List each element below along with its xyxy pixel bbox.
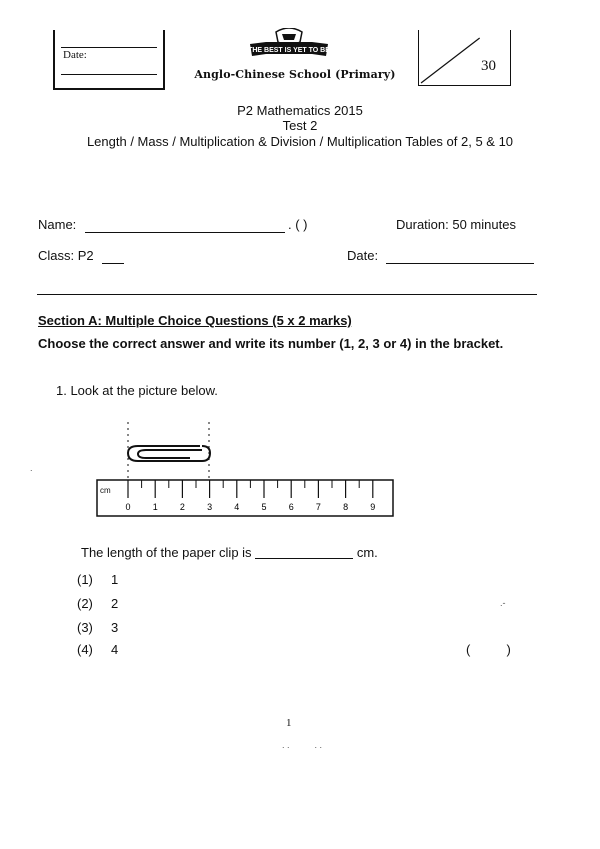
ruler-tick-label: 8 <box>343 502 349 512</box>
date-box <box>53 30 165 90</box>
date-field[interactable] <box>386 263 534 264</box>
option-number: (2) <box>77 596 93 611</box>
section-heading: Section A: Multiple Choice Questions (5 x 2 marks) <box>38 313 352 328</box>
date-label: Date: <box>347 248 379 263</box>
ruler-tick-label: 2 <box>179 502 185 512</box>
name-label: Name: <box>38 217 77 232</box>
ruler-tick-label: 3 <box>207 502 213 512</box>
page-number: 1 <box>286 717 292 729</box>
question-prompt: 1. Look at the picture below. <box>56 383 218 398</box>
ruler-diagram <box>90 420 400 520</box>
answer-bracket[interactable]: ( ) <box>466 642 511 657</box>
test-topics: Length / Mass / Multiplication & Division / Multiplication Tables of 2, 5 & 10 <box>86 134 514 149</box>
option-text: 1 <box>111 572 119 587</box>
total-score: 30 <box>481 58 496 74</box>
test-subtitle: Test 2 <box>282 118 318 133</box>
question-stem <box>81 545 378 560</box>
ruler-tick-label: 0 <box>125 502 131 512</box>
option-number: (1) <box>77 572 93 587</box>
school-crest-icon <box>246 28 332 62</box>
scan-mark: . <box>30 463 33 473</box>
ruler-tick-label: 4 <box>234 502 240 512</box>
paper-clip-icon <box>128 446 210 461</box>
date-box-label: Date: <box>63 49 87 61</box>
ruler-tick-label: 9 <box>370 502 376 512</box>
duration: Duration: 50 minutes <box>396 217 516 232</box>
option-text: 2 <box>111 596 119 611</box>
answer-blank[interactable] <box>255 558 353 559</box>
score-diagonal <box>419 30 510 85</box>
date-line <box>61 74 157 75</box>
stem-text: The length of the paper clip is <box>81 545 252 560</box>
option-text: 3 <box>111 620 119 635</box>
test-title: P2 Mathematics 2015 <box>237 103 363 118</box>
ruler-tick-label: 1 <box>152 502 158 512</box>
stem-unit: cm. <box>356 545 378 560</box>
index-number-bracket[interactable]: . ( ) <box>288 217 308 232</box>
scan-mark: .- <box>500 598 506 608</box>
date-line <box>61 47 157 48</box>
divider <box>37 294 537 295</box>
ruler-tick-label: 6 <box>288 502 294 512</box>
footer-marks: . . . . <box>282 740 323 750</box>
school-name: Anglo-Chinese School (Primary) <box>194 68 396 81</box>
class-label: Class: P2 <box>38 248 94 263</box>
option-text: 4 <box>111 642 119 657</box>
class-field[interactable] <box>102 263 124 264</box>
ruler-unit: cm <box>100 486 111 495</box>
score-box <box>418 30 511 86</box>
section-instruction: Choose the correct answer and write its number (1, 2, 3 or 4) in the bracket. <box>38 336 504 351</box>
option-number: (3) <box>77 620 93 635</box>
option-number: (4) <box>77 642 93 657</box>
ruler-tick-label: 7 <box>315 502 321 512</box>
logo-motto: THE BEST IS YET TO BE <box>248 47 330 54</box>
ruler-tick-label: 5 <box>261 502 267 512</box>
name-field[interactable] <box>85 232 285 233</box>
